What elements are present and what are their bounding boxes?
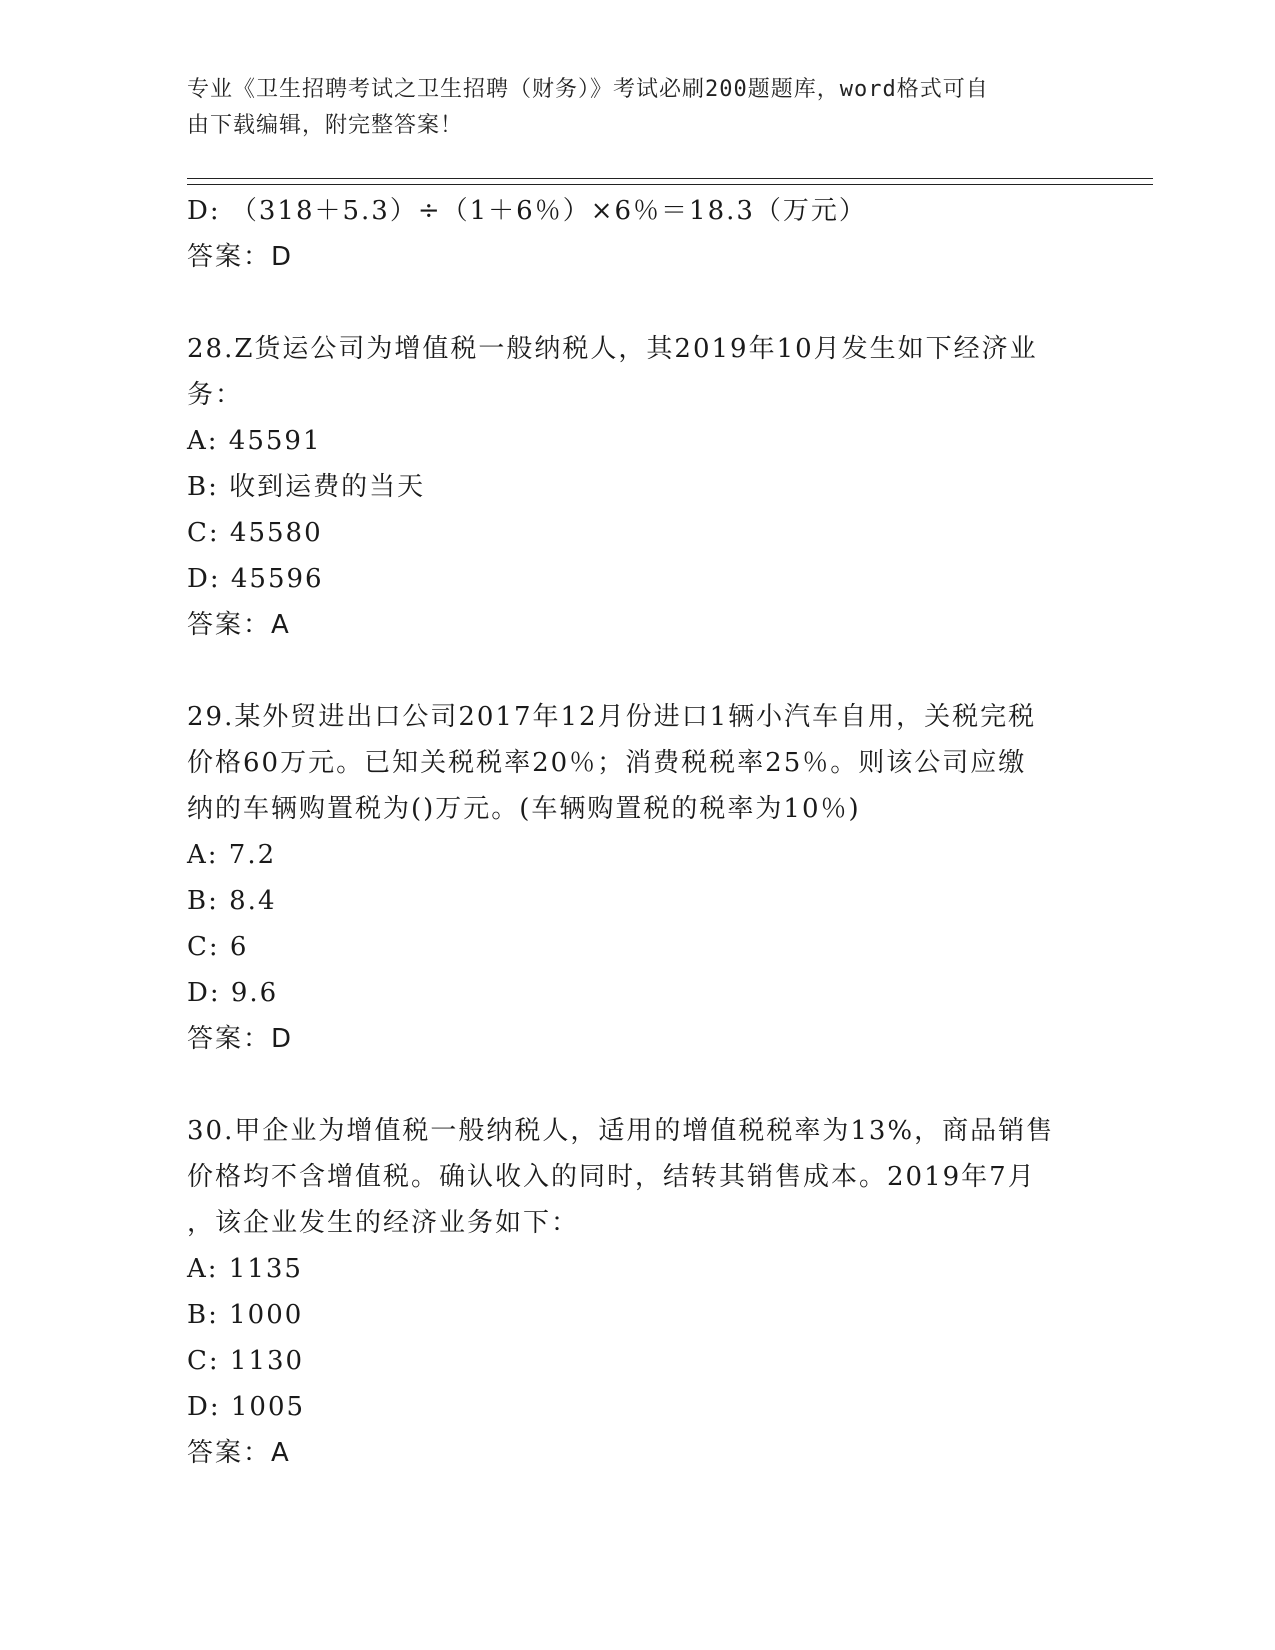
header-line-2: 由下载编辑，附完整答案！ bbox=[187, 113, 464, 138]
document-header bbox=[187, 72, 1067, 144]
answer-line: 答案：D bbox=[187, 242, 294, 272]
option-c: C: 45580 bbox=[187, 518, 323, 548]
question-text-line: 28.Z货运公司为增值税一般纳税人，其2019年10月发生如下经济业 bbox=[187, 334, 1038, 364]
answer-line: 答案：A bbox=[187, 1438, 291, 1468]
question-text-line: 纳的车辆购置税为()万元。(车辆购置税的税率为10％) bbox=[187, 794, 861, 824]
option-b: B: 8.4 bbox=[187, 886, 277, 916]
question-text-line: ，该企业发生的经济业务如下： bbox=[187, 1208, 580, 1238]
header-divider-bottom bbox=[187, 184, 1153, 185]
option-b: B: 收到运费的当天 bbox=[187, 472, 426, 502]
option-b: B: 1000 bbox=[187, 1300, 304, 1330]
question-block-29 bbox=[187, 694, 1067, 1062]
option-d: D: （318＋5.3）÷（1＋6％）×6％＝18.3（万元） bbox=[187, 196, 867, 226]
option-d: D: 1005 bbox=[187, 1392, 306, 1422]
question-text-line: 价格60万元。已知关税税率20％；消费税税率25％。则该公司应缴 bbox=[187, 748, 1027, 778]
option-d: D: 45596 bbox=[187, 564, 324, 594]
option-a: A: 45591 bbox=[187, 426, 322, 456]
question-text-line: 29.某外贸进出口公司2017年12月份进口1辆小汽车自用，关税完税 bbox=[187, 702, 1037, 732]
answer-line: 答案：A bbox=[187, 610, 291, 640]
option-c: C: 1130 bbox=[187, 1346, 305, 1376]
option-c: C: 6 bbox=[187, 932, 249, 962]
question-text-line: 务： bbox=[187, 380, 244, 410]
question-block-28 bbox=[187, 326, 1067, 648]
question-list bbox=[187, 188, 1067, 1476]
answer-line: 答案：D bbox=[187, 1024, 294, 1054]
question-block-30 bbox=[187, 1108, 1067, 1476]
question-block-27 bbox=[187, 188, 1067, 280]
option-d: D: 9.6 bbox=[187, 978, 279, 1008]
question-text-line: 价格均不含增值税。确认收入的同时，结转其销售成本。2019年7月 bbox=[187, 1162, 1036, 1192]
option-a: A: 1135 bbox=[187, 1254, 303, 1284]
header-divider-top bbox=[187, 178, 1153, 179]
question-text-line: 30.甲企业为增值税一般纳税人，适用的增值税税率为13%，商品销售 bbox=[187, 1116, 1055, 1146]
option-a: A: 7.2 bbox=[187, 840, 277, 870]
header-line-1: 专业《卫生招聘考试之卫生招聘（财务）》考试必刷200题题库，word格式可自 bbox=[187, 77, 989, 102]
